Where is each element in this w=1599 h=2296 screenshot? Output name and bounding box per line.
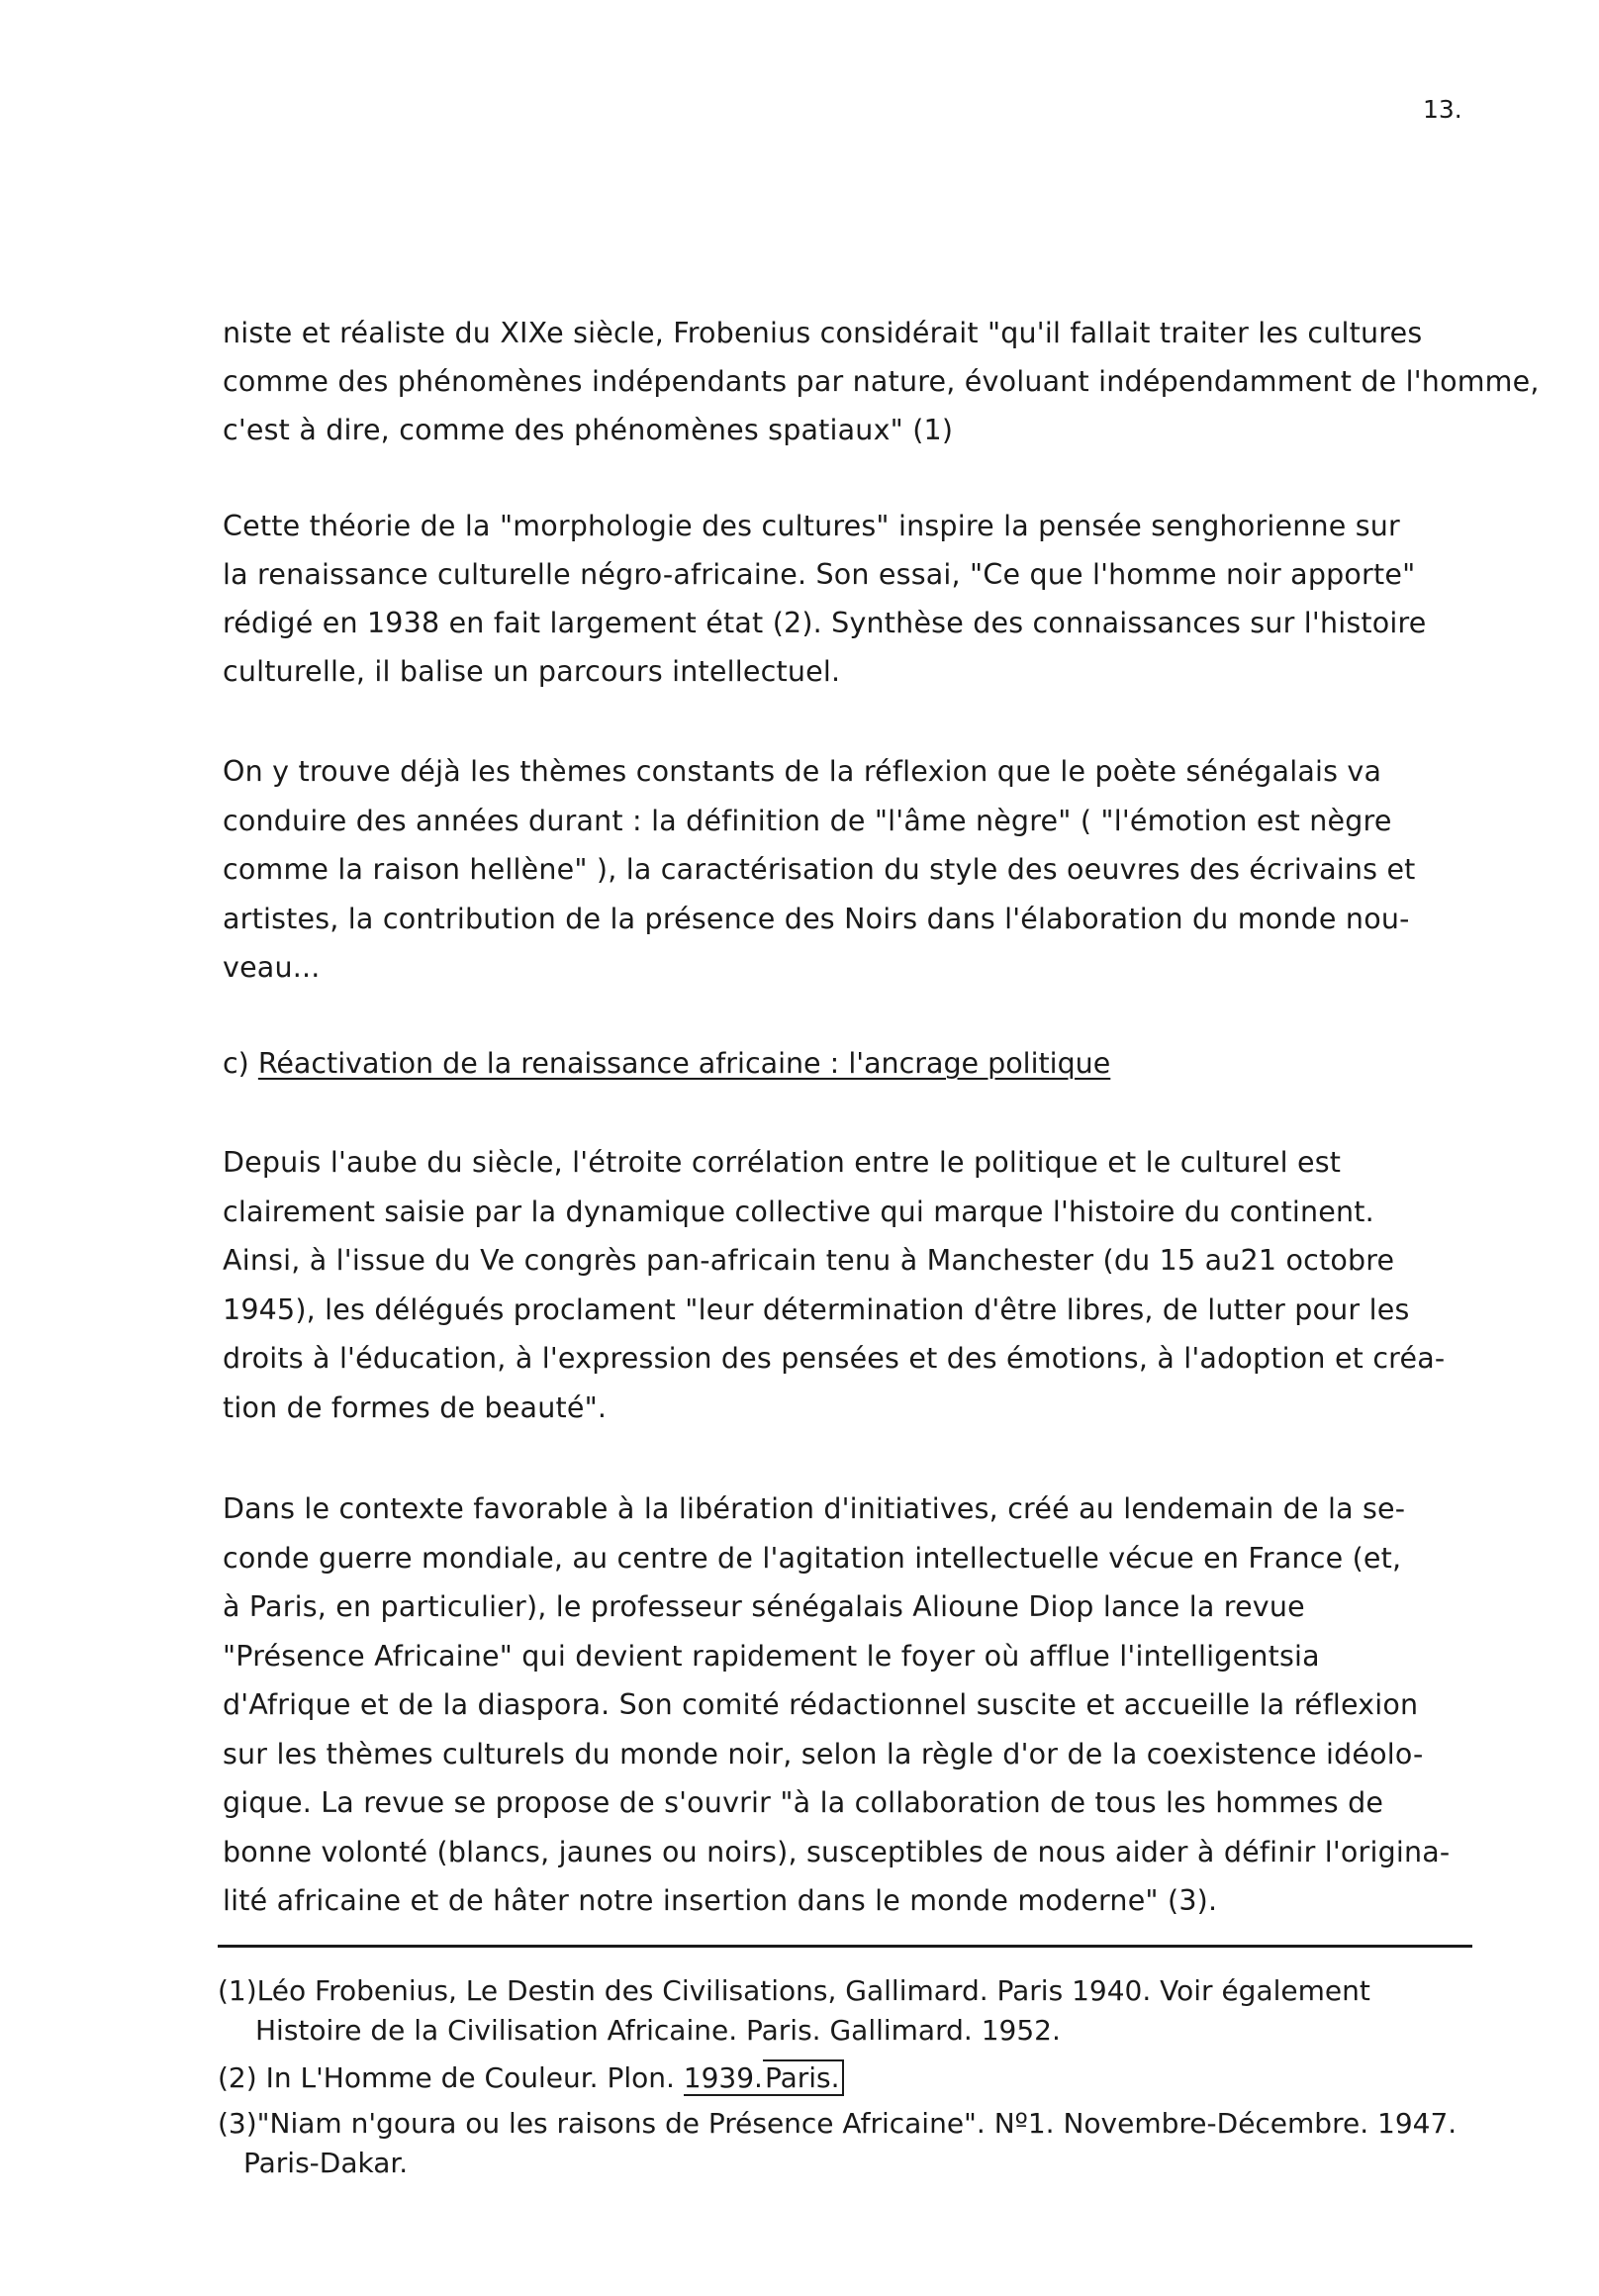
text-line: niste et réaliste du XIXe siècle, Frobenius considérait "qu'il fallait traiter les cultures — [223, 317, 1423, 349]
paragraph-constant-themes — [223, 747, 1524, 993]
footnote-3 — [218, 2104, 1504, 2183]
footnote-line: Paris-Dakar. — [243, 2147, 409, 2179]
section-heading-title: Réactivation de la renaissance africaine : l'ancrage politique — [257, 1047, 1111, 1080]
text-line: conde guerre mondiale, au centre de l'agitation intellectuelle vécue en France (et, — [223, 1541, 1402, 1575]
text-line: 1945), les délégués proclament "leur détermination d'être libres, de lutter pour les — [223, 1292, 1410, 1326]
paragraph-presence-africaine — [223, 1484, 1539, 1926]
text-line: Cette théorie de la "morphologie des cultures" inspire la pensée senghorienne sur — [223, 510, 1400, 542]
text-line: veau... — [223, 951, 321, 984]
text-line: culturelle, il balise un parcours intellectuel. — [223, 655, 841, 688]
paragraph-political-correlation — [223, 1138, 1534, 1432]
text-line: Depuis l'aube du siècle, l'étroite corrélation entre le politique et le culturel est — [223, 1146, 1342, 1179]
text-line: clairement saisie par la dynamique collective qui marque l'histoire du continent. — [223, 1195, 1374, 1228]
text-line: sur les thèmes culturels du monde noir, selon la règle d'or de la coexistence idéolo- — [223, 1737, 1424, 1770]
section-heading-prefix: c) — [223, 1047, 258, 1080]
page-number: 13. — [1423, 95, 1462, 124]
text-line: gique. La revue se propose de s'ouvrir "à la collaboration de tous les hommes de — [223, 1786, 1384, 1819]
footnote-separator — [218, 1945, 1472, 1948]
footnote-line: (1)Léo Frobenius, Le Destin des Civilisations, Gallimard. Paris 1940. Voir également — [218, 1974, 1370, 2007]
text-line: droits à l'éducation, à l'expression des pensées et des émotions, à l'adoption et créa- — [223, 1342, 1446, 1375]
text-line: tion de formes de beauté". — [223, 1390, 608, 1424]
footnote-line: Histoire de la Civilisation Africaine. Paris. Gallimard. 1952. — [255, 2014, 1061, 2047]
footnote-year: 1939. — [683, 2061, 763, 2094]
text-line: à Paris, en particulier), le professeur sénégalais Alioune Diop lance la revue — [223, 1590, 1305, 1623]
text-line: bonne volonté (blancs, jaunes ou noirs), susceptibles de nous aider à définir l'origina- — [223, 1835, 1451, 1868]
footnote-2 — [218, 2058, 1504, 2098]
paragraph-morphology-cultures — [223, 502, 1499, 696]
text-line: d'Afrique et de la diaspora. Son comité rédactionnel suscite et accueille la réflexion — [223, 1688, 1419, 1721]
text-line: artistes, la contribution de la présence des Noirs dans l'élaboration du monde nou- — [223, 902, 1410, 935]
text-line: On y trouve déjà les thèmes constants de la réflexion que le poète sénégalais va — [223, 755, 1382, 788]
text-line: c'est à dire, comme des phénomènes spatiaux" (1) — [223, 414, 954, 446]
text-line: comme la raison hellène" ), la caractérisation du style des oeuvres des écrivains et — [223, 853, 1416, 886]
footnote-text: (2) In L'Homme de Couleur. Plon. — [218, 2061, 684, 2094]
text-line: Dans le contexte favorable à la libération d'initiatives, créé au lendemain de la se- — [223, 1492, 1406, 1525]
text-line: comme des phénomènes indépendants par nature, évoluant indépendamment de l'homme, — [223, 365, 1540, 398]
footnote-place: Paris. — [763, 2059, 844, 2096]
text-line: la renaissance culturelle négro-africaine. Son essai, "Ce que l'homme noir apporte" — [223, 558, 1416, 591]
footnote-1 — [218, 1971, 1504, 2051]
text-line: rédigé en 1938 en fait largement état (2). Synthèse des connaissances sur l'histoire — [223, 607, 1427, 639]
section-heading — [223, 1039, 1110, 1088]
text-line: "Présence Africaine" qui devient rapidement le foyer où afflue l'intelligentsia — [223, 1639, 1320, 1673]
paragraph-frobenius-theory — [223, 309, 1540, 454]
footnote-line: (3)"Niam n'goura ou les raisons de Présence Africaine". Nº1. Novembre-Décembre. 1947. — [218, 2107, 1458, 2140]
text-line: Ainsi, à l'issue du Ve congrès pan-africain tenu à Manchester (du 15 au21 octobre — [223, 1244, 1395, 1277]
text-line: conduire des années durant : la définition de "l'âme nègre" ( "l'émotion est nègre — [223, 804, 1392, 837]
text-line: lité africaine et de hâter notre insertion dans le monde moderne" (3). — [223, 1884, 1218, 1917]
